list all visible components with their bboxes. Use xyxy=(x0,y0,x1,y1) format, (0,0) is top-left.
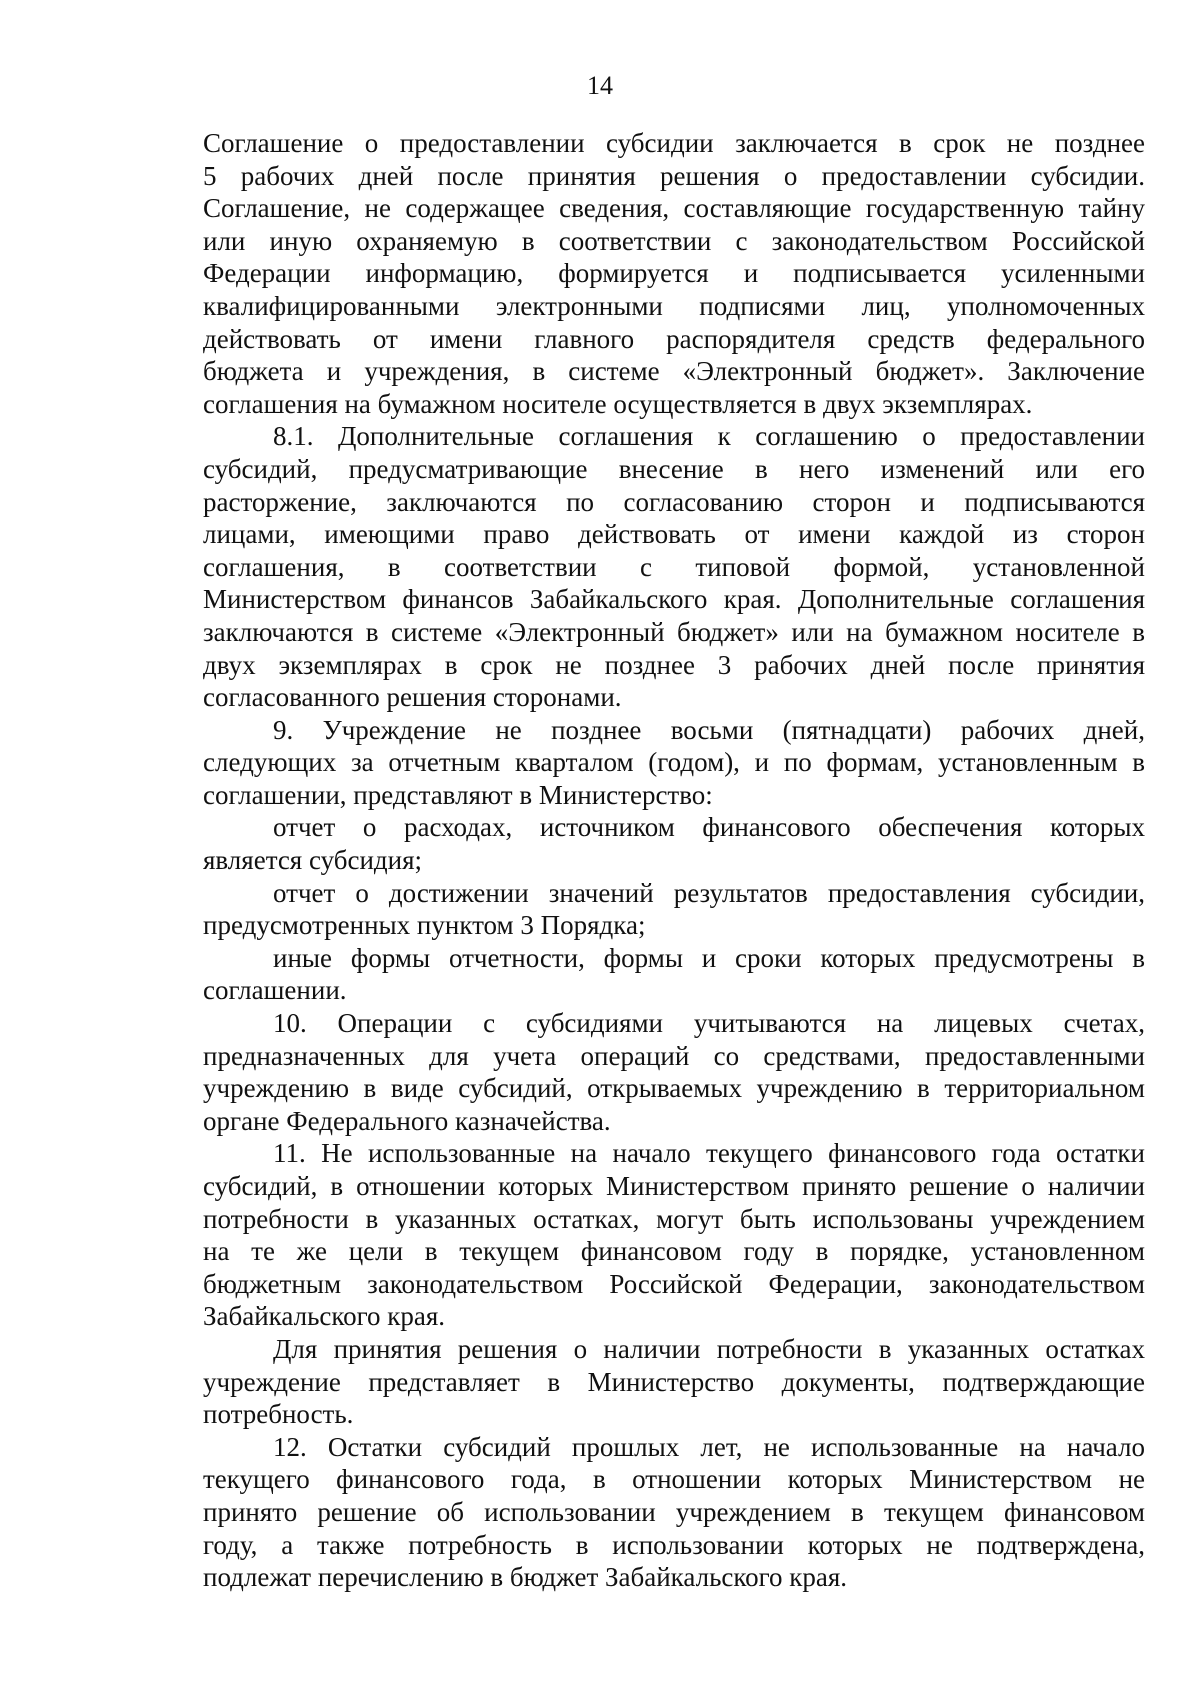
paragraph xyxy=(203,1007,1145,1137)
text-line: отчет о расходах, источником финансового обеспечения которых xyxy=(273,812,1145,843)
text-line: предназначенных для учета операций со средствами, предоставленными xyxy=(203,1040,1145,1071)
text-line: на те же цели в текущем финансовом году в порядке, установленном xyxy=(203,1236,1145,1267)
text-line: квалифицированными электронными подписями лиц, уполномоченных xyxy=(203,290,1145,321)
text-line: потребность. xyxy=(203,1399,354,1430)
text-line: подлежат перечислению в бюджет Забайкальского края. xyxy=(203,1562,848,1593)
text-line: органе Федерального казначейства. xyxy=(203,1105,611,1136)
text-line: Забайкальского края. xyxy=(203,1301,446,1332)
text-line: 12. Остатки субсидий прошлых лет, не использованные на начало xyxy=(273,1431,1145,1462)
paragraph xyxy=(203,1333,1145,1431)
text-line: принято решение об использовании учреждением в текущем финансовом xyxy=(203,1496,1145,1527)
paragraph xyxy=(203,1137,1145,1333)
text-line: Министерством финансов Забайкальского края. Дополнительные соглашения xyxy=(203,584,1145,615)
text-line: 5 рабочих дней после принятия решения о предоставлении субсидии. xyxy=(203,160,1145,191)
page-number: 14 xyxy=(587,71,613,100)
paragraph xyxy=(203,420,1145,713)
text-line: Федерации информацию, формируется и подписывается усиленными xyxy=(203,258,1145,289)
paragraph xyxy=(203,877,1145,942)
text-line: субсидий, в отношении которых Министерством принято решение о наличии xyxy=(203,1171,1145,1201)
paragraph xyxy=(203,942,1145,1007)
text-line: согласованного решения сторонами. xyxy=(203,682,622,713)
text-line: текущего финансового года, в отношении которых Министерством не xyxy=(203,1464,1145,1495)
text-line: является субсидия; xyxy=(203,845,423,876)
text-line: субсидий, предусматривающие внесение в него изменений или его xyxy=(203,453,1145,484)
text-line: лицами, имеющими право действовать от имени каждой из сторон xyxy=(203,519,1145,550)
text-line: иные формы отчетности, формы и сроки которых предусмотрены в xyxy=(273,942,1145,973)
text-line: году, а также потребность в использовании которых не подтверждена, xyxy=(203,1529,1145,1560)
paragraph xyxy=(203,714,1145,812)
text-line: бюджета и учреждения, в системе «Электронный бюджет». Заключение xyxy=(203,356,1145,387)
text-line: 9. Учреждение не позднее восьми (пятнадцати) рабочих дней, xyxy=(273,714,1145,745)
text-line: бюджетным законодательством Российской Федерации, законодательством xyxy=(203,1268,1145,1299)
text-line: потребности в указанных остатках, могут быть использованы учреждением xyxy=(203,1203,1145,1234)
text-line: двух экземплярах в срок не позднее 3 рабочих дней после принятия xyxy=(203,649,1145,680)
text-line: Соглашение о предоставлении субсидии заключается в срок не позднее xyxy=(203,128,1145,158)
paragraph xyxy=(203,811,1145,876)
paragraph xyxy=(203,1431,1145,1594)
text-line: 8.1. Дополнительные соглашения к соглашению о предоставлении xyxy=(273,421,1145,452)
text-line: 11. Не использованные на начало текущего финансового года остатки xyxy=(273,1138,1145,1169)
text-line: соглашении, представляют в Министерство: xyxy=(203,779,713,810)
text-line: 10. Операции с субсидиями учитываются на лицевых счетах, xyxy=(273,1008,1145,1039)
text-line: соглашении. xyxy=(203,975,347,1006)
text-line: учреждению в виде субсидий, открываемых учреждению в территориальном xyxy=(203,1073,1145,1104)
text-line: соглашения, в соответствии с типовой формой, установленной xyxy=(203,551,1145,582)
text-line: предусмотренных пунктом 3 Порядка; xyxy=(203,910,646,941)
text-line: Соглашение, не содержащее сведения, составляющие государственную тайну xyxy=(203,193,1145,224)
text-line: соглашения на бумажном носителе осуществляется в двух экземплярах. xyxy=(203,388,1033,419)
text-line: расторжение, заключаются по согласованию сторон и подписываются xyxy=(203,486,1145,517)
text-line: отчет о достижении значений результатов предоставления субсидии, xyxy=(273,877,1145,908)
text-line: следующих за отчетным кварталом (годом), и по формам, установленным в xyxy=(203,747,1145,778)
text-line: или иную охраняемую в соответствии с законодательством Российской xyxy=(203,225,1145,256)
text-line: заключаются в системе «Электронный бюджет» или на бумажном носителе в xyxy=(203,616,1145,647)
text-line: учреждение представляет в Министерство документы, подтверждающие xyxy=(203,1366,1145,1397)
document-body xyxy=(203,127,1145,1594)
paragraph xyxy=(203,127,1145,420)
text-line: Для принятия решения о наличии потребности в указанных остатках xyxy=(273,1333,1145,1364)
text-line: действовать от имени главного распорядителя средств федерального xyxy=(203,323,1145,354)
